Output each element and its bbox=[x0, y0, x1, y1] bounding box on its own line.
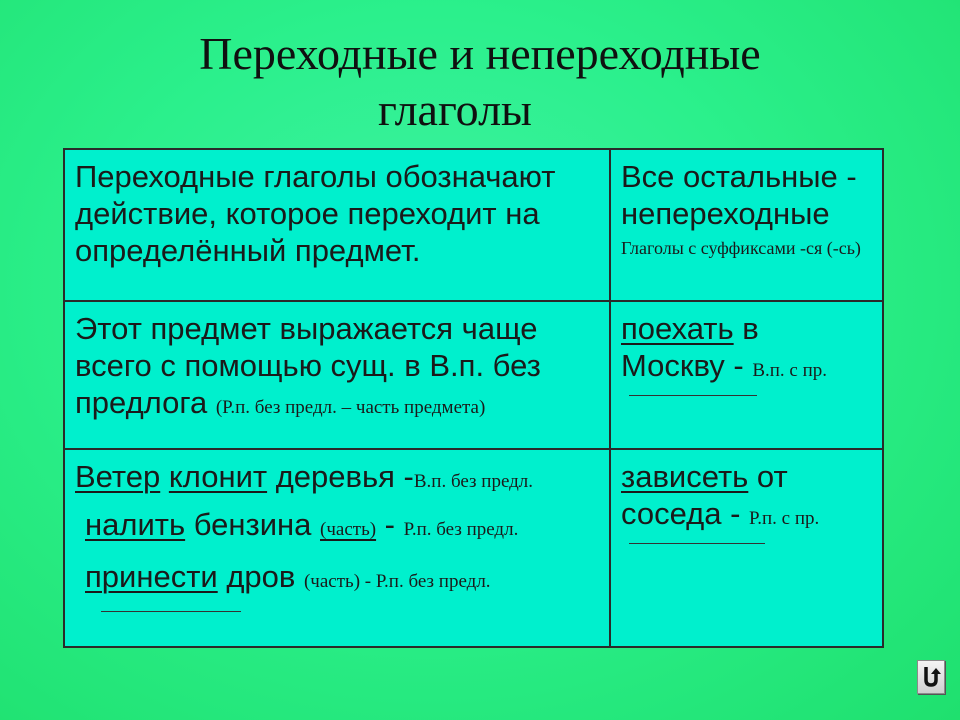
example-prep-v: в bbox=[733, 311, 759, 346]
return-button[interactable] bbox=[917, 660, 945, 694]
genitive-note: (Р.п. без предл. – часть предмета) bbox=[215, 397, 486, 418]
definition-text: Переходные глаголы обозначают действие, которое переходит на определённый предмет. bbox=[75, 159, 556, 268]
example-verb-prinesti: принести bbox=[85, 559, 218, 594]
part-note: (часть) bbox=[320, 519, 377, 540]
example-verb-poekhat: поехать bbox=[621, 311, 734, 346]
dash: - bbox=[376, 507, 404, 542]
example-subject-veter: Ветер bbox=[75, 459, 161, 494]
example-verb-zaviset: зависеть bbox=[621, 459, 749, 494]
example-line-2 bbox=[75, 506, 599, 548]
case-note-2: Р.п. без предл. bbox=[403, 519, 519, 540]
underline-rule bbox=[629, 395, 757, 396]
example-moskvu: Москву - bbox=[621, 348, 753, 383]
title-line-2: глаголы bbox=[378, 84, 532, 135]
title-line-1: Переходные и непереходные bbox=[199, 28, 761, 79]
table-row bbox=[64, 301, 883, 449]
case-note-rp-s-pr: Р.п. с пр. bbox=[749, 508, 820, 529]
examples-cell bbox=[64, 449, 610, 647]
example-line-3 bbox=[75, 558, 599, 600]
object-expression-text: Этот предмет выражается чаще всего с помощью сущ. в В.п. без предлога bbox=[75, 311, 541, 420]
example-benzina: бензина bbox=[185, 507, 321, 542]
slide-title bbox=[0, 26, 960, 138]
return-arrow-icon bbox=[921, 665, 941, 689]
object-expression-cell bbox=[64, 301, 610, 449]
example-verb-nalit: налить bbox=[85, 507, 186, 542]
example-drov: дров bbox=[217, 559, 304, 594]
case-note-1: В.п. без предл. bbox=[413, 471, 534, 492]
case-note-3: (часть) - Р.п. без предл. bbox=[303, 571, 491, 592]
example-line-1 bbox=[75, 458, 599, 500]
suffix-note: Глаголы с суффиксами -ся (-сь) bbox=[621, 238, 861, 258]
intransitive-cell bbox=[610, 149, 883, 301]
intransitive-text: Все остальные - непереходные bbox=[621, 159, 857, 231]
table-row bbox=[64, 449, 883, 647]
example-soseda: соседа - bbox=[621, 496, 750, 531]
case-note-vp-s-pr: В.п. с пр. bbox=[752, 360, 828, 381]
example-verb-klonit: клонит bbox=[168, 459, 268, 494]
example-derevya: деревья - bbox=[267, 459, 414, 494]
example-prep-ot: от bbox=[748, 459, 788, 494]
underline-rule bbox=[101, 611, 241, 612]
definition-cell bbox=[64, 149, 610, 301]
example-poekhat-cell bbox=[610, 301, 883, 449]
example-zaviset-cell bbox=[610, 449, 883, 647]
verbs-table bbox=[63, 148, 884, 648]
table-row bbox=[64, 149, 883, 301]
underline-rule bbox=[629, 543, 765, 544]
